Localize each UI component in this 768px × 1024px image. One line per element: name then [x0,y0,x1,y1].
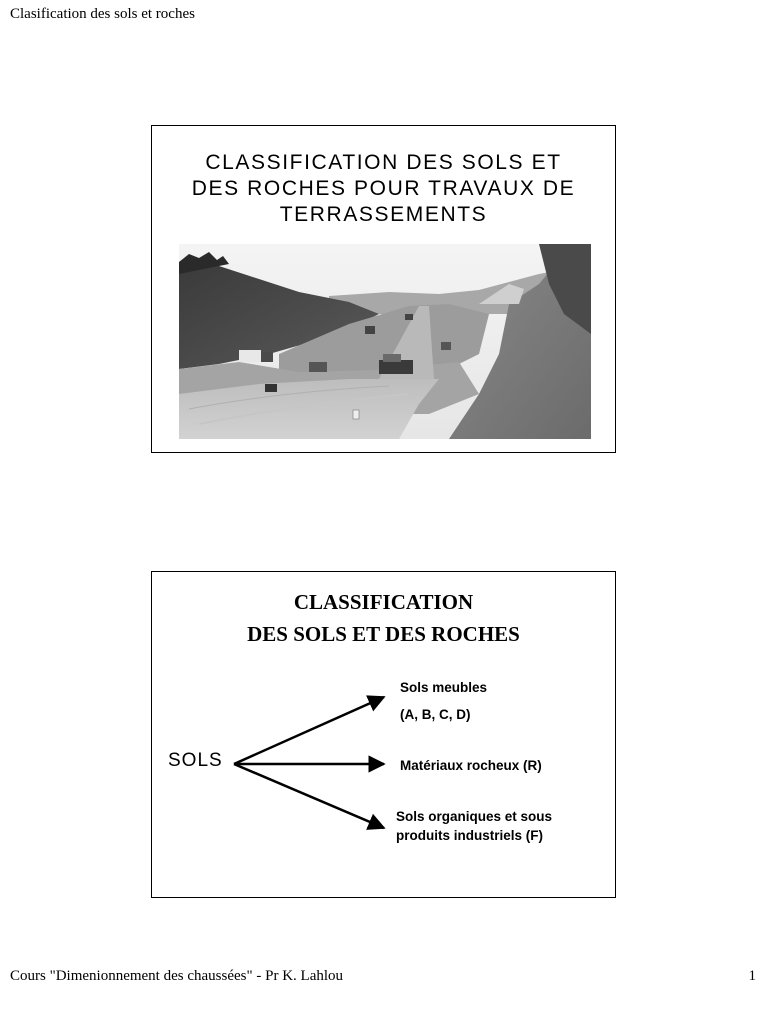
slide-2 [151,571,616,898]
branch-label: Sols meubles [400,680,488,695]
page-header: Clasification des sols et roches [10,6,195,22]
branch-sols-meubles [400,678,487,724]
page-number: 1 [748,968,756,984]
slide-1-title [152,150,615,228]
slide-1-title-line: CLASSIFICATION DES SOLS ET [205,151,562,174]
slide-1-title-line: DES ROCHES POUR TRAVAUX DE [191,177,576,200]
branch-sols-organiques [396,807,552,845]
slide-2-title-line: CLASSIFICATION [293,590,474,614]
slide-2-title-line: DES SOLS ET DES ROCHES [247,622,520,646]
arrow-to-meubles [234,697,384,764]
branch-materiaux-rocheux [400,756,542,775]
branch-label: Matériaux rocheux (R) [400,758,542,773]
classification-arrows [152,572,617,899]
arrow-to-organiques [234,764,384,828]
branch-label-line: produits industriels (F) [396,828,543,843]
slide-1-title-line: TERRASSEMENTS [279,203,488,226]
earthworks-photo [179,244,591,439]
sols-root-label: SOLS [168,750,223,771]
branch-label-line: Sols organiques et sous [396,809,553,824]
branch-sublabel: (A, B, C, D) [400,707,471,722]
slide-1 [151,125,616,453]
footer-course-title: Cours "Dimenionnement des chaussées" - Pr K. Lahlou [10,968,344,984]
